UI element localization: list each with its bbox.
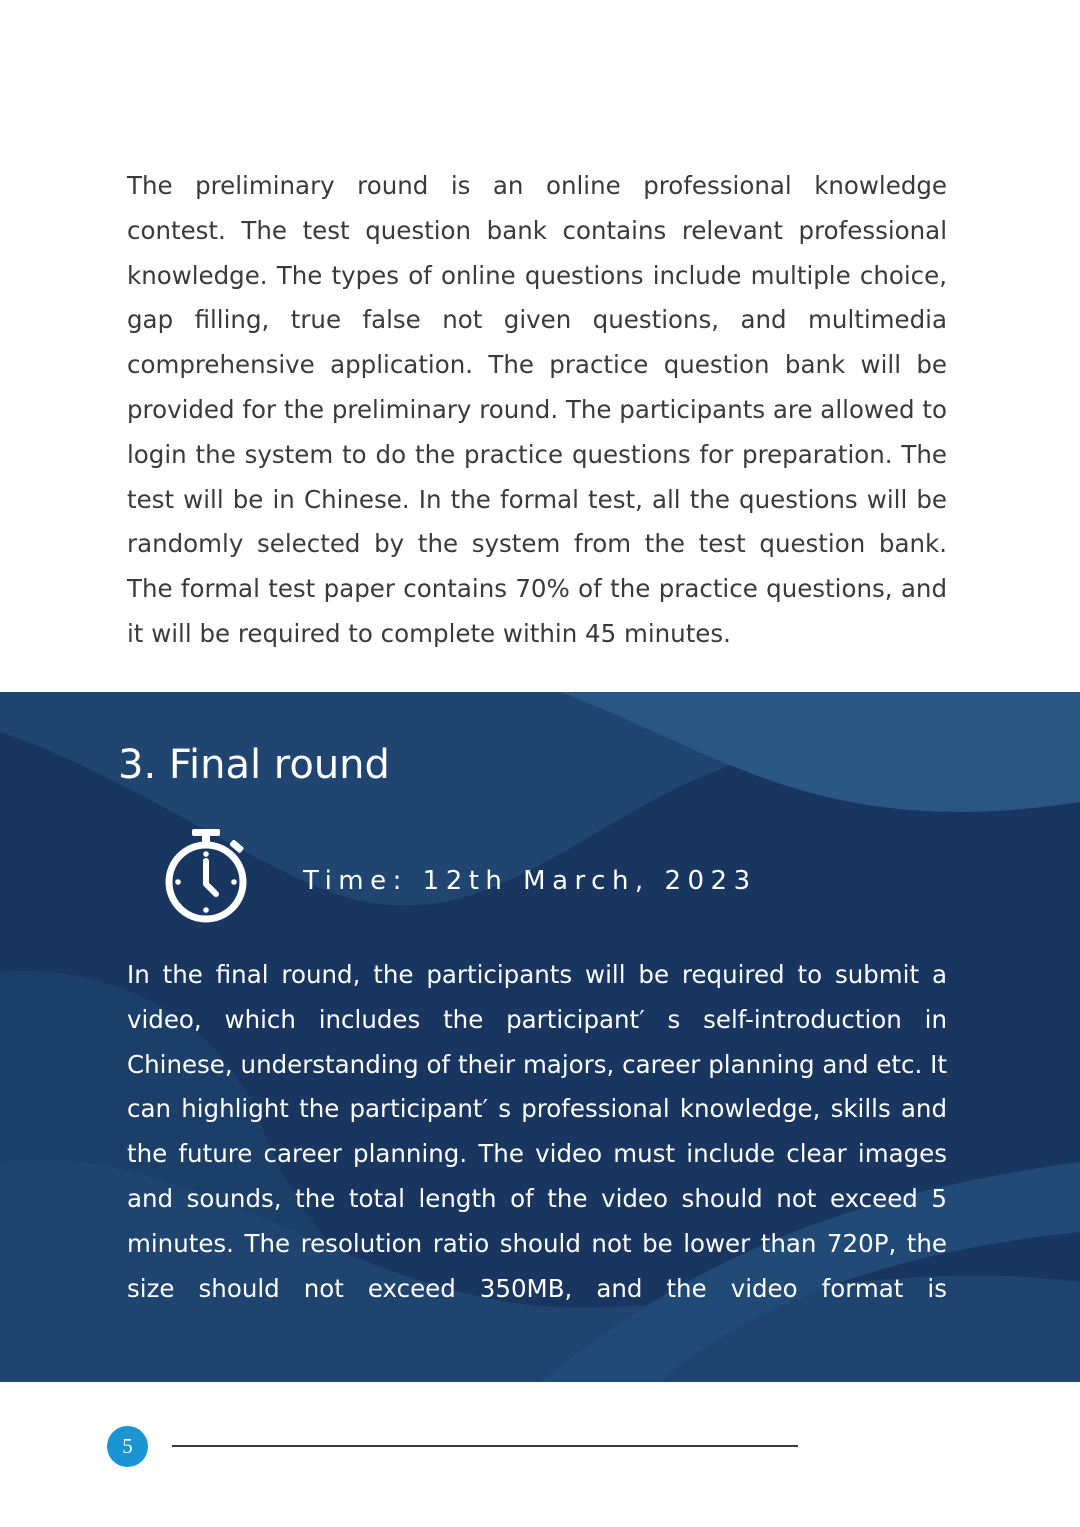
footer-divider: [172, 1445, 798, 1447]
page-number-badge: 5: [107, 1426, 148, 1467]
stopwatch-icon: [158, 825, 254, 925]
final-round-panel: [0, 692, 1080, 1382]
final-round-description: In the final round, the participants will be required to submit a video, which includes the participant′ s self-introduction in Chinese, understanding of their majors, career planning and etc. It can highlight the participant′ s professional knowledge, skills and the future career planning. The video must include clear images and sounds, the total length of the video should not exceed 5 minutes. The resolution ratio should not be lower than 720P, the size should not exceed 350MB, and the video format is: [127, 960, 947, 1303]
final-round-time: Time: 12th March, 2023: [303, 866, 757, 896]
final-round-title: 3. Final round: [118, 742, 390, 788]
intro-paragraph: The preliminary round is an online professional knowledge contest. The test question bank contains relevant professional knowledge. The types of online questions include multiple choice, gap filling, true false not given questions, and multimedia comprehensive application. The practice question bank will be provided for the preliminary round. The participants are allowed to login the system to do the practice questions for preparation. The test will be in Chinese. In the formal test, all the questions will be randomly selected by the system from the test question bank. The formal test paper contains 70% of the practice questions, and it will be required to complete within 45 minutes.: [127, 171, 947, 648]
